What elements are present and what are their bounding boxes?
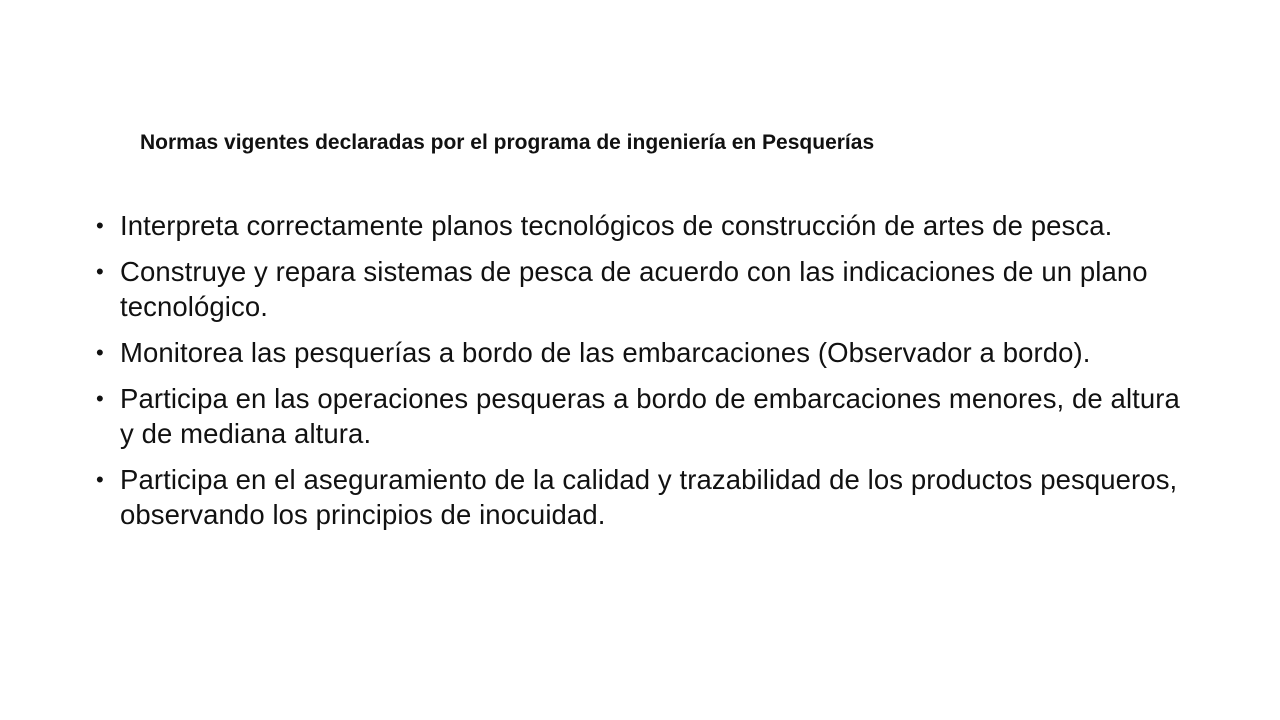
- bullet-item-1: [96, 208, 1196, 243]
- bullet-item-4: [96, 381, 1196, 451]
- bullet-icon: •: [96, 259, 104, 284]
- bullet-item-3: [96, 335, 1196, 370]
- bullet-text: Interpreta correctamente planos tecnológicos de construcción de artes de pesca.: [120, 210, 1113, 241]
- bullet-text: Construye y repara sistemas de pesca de acuerdo con las indicaciones de un plano tecnológico.: [120, 256, 1148, 322]
- bullet-icon: •: [96, 467, 104, 492]
- bullet-icon: •: [96, 386, 104, 411]
- bullet-text: Participa en las operaciones pesqueras a bordo de embarcaciones menores, de altura y de mediana altura.: [120, 383, 1180, 449]
- bullet-text: Participa en el aseguramiento de la calidad y trazabilidad de los productos pesqueros, observando los principios de inocuidad.: [120, 464, 1178, 530]
- bullet-item-5: [96, 462, 1196, 532]
- bullet-icon: •: [96, 340, 104, 365]
- bullet-item-2: [96, 254, 1196, 324]
- bullet-list: [96, 208, 1196, 543]
- slide-title: Normas vigentes declaradas por el programa de ingeniería en Pesquerías: [140, 131, 875, 154]
- bullet-icon: •: [96, 213, 104, 238]
- bullet-text: Monitorea las pesquerías a bordo de las embarcaciones (Observador a bordo).: [120, 337, 1091, 368]
